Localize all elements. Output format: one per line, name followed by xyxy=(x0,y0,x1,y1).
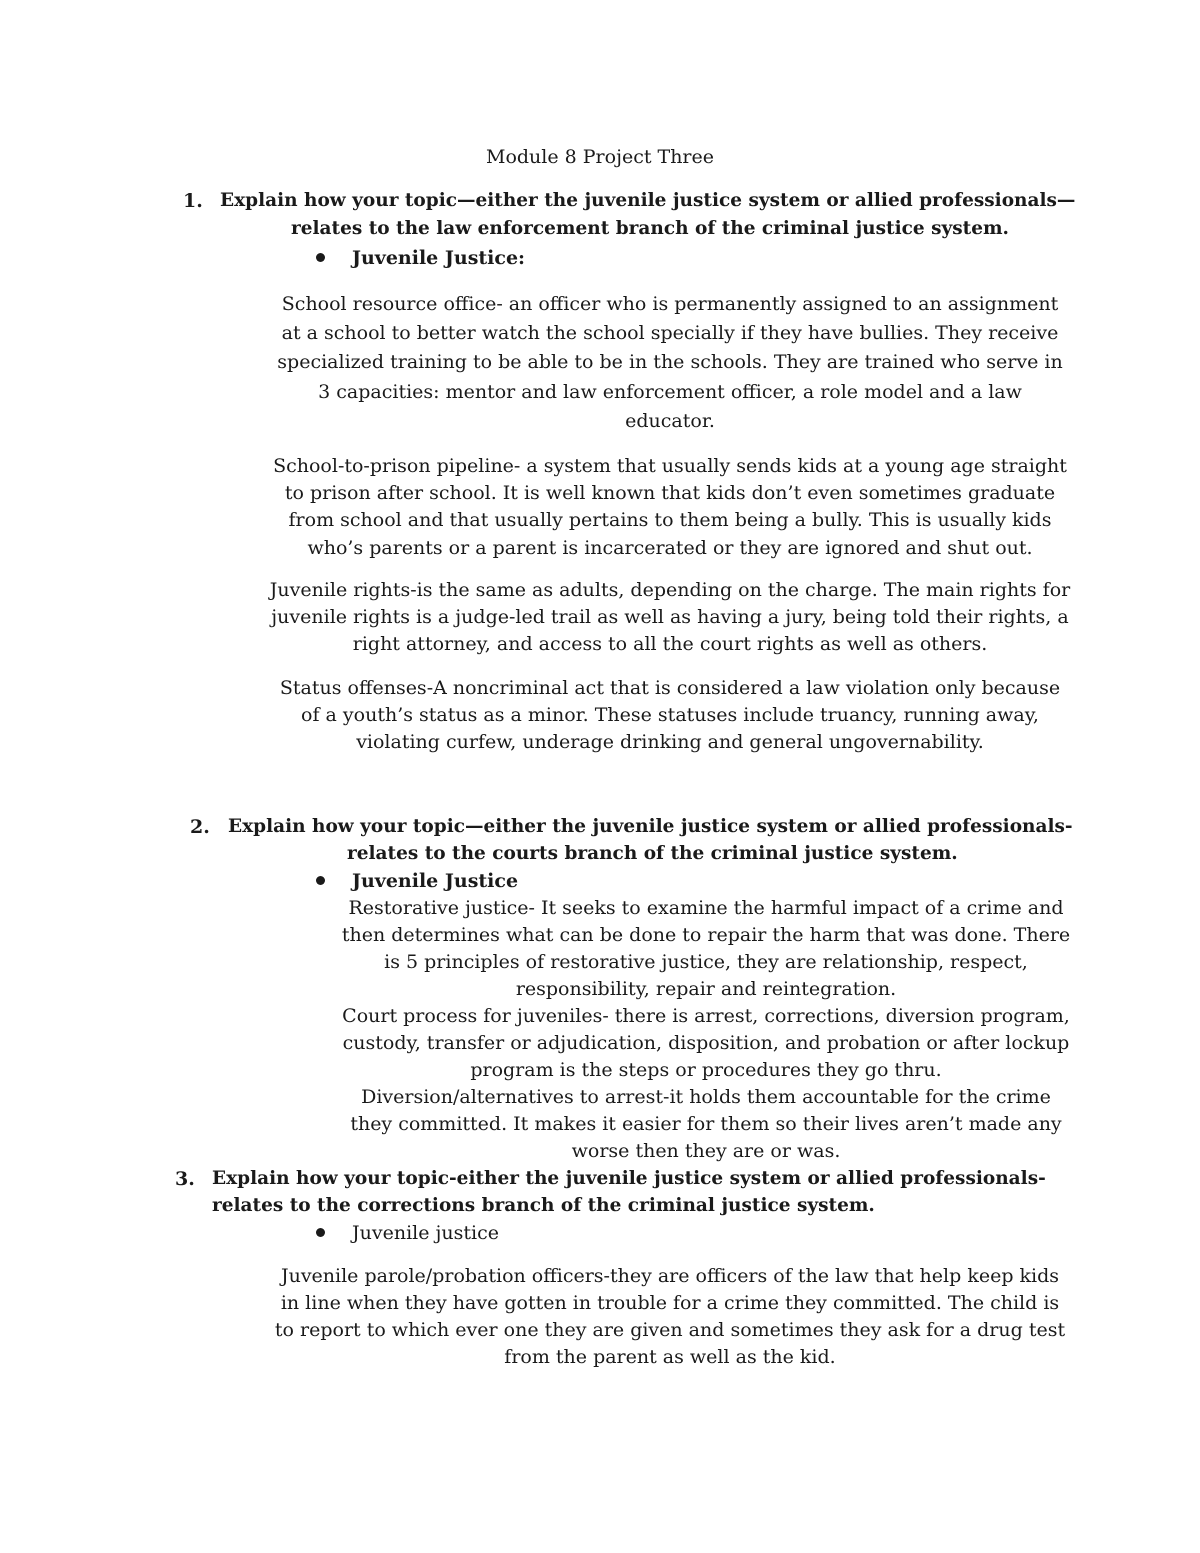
paragraph-line: right attorney, and access to all the court rights as well as others. xyxy=(352,633,988,655)
question-2-line-2: relates to the courts branch of the criminal justice system. xyxy=(347,843,958,864)
question-3-line-2: relates to the corrections branch of the criminal justice system. xyxy=(212,1195,875,1216)
question-1-bullet-label: Juvenile Justice: xyxy=(352,247,526,269)
paragraph-line: then determines what can be done to repair the harm that was done. There xyxy=(341,924,1071,946)
paragraph-line: School-to-prison pipeline- a system that usually sends kids at a young age straight xyxy=(273,455,1067,477)
paragraph-line: responsibility, repair and reintegration. xyxy=(515,978,897,1000)
question-1-line-2: relates to the law enforcement branch of the criminal justice system. xyxy=(291,218,1009,239)
paragraph-line: educator. xyxy=(625,410,715,432)
paragraph-line: School resource office- an officer who is permanently assigned to an assignment xyxy=(281,293,1059,315)
paragraph-line: specialized training to be able to be in the schools. They are trained who serve in xyxy=(277,351,1063,373)
paragraph-line: who’s parents or a parent is incarcerated or they are ignored and shut out. xyxy=(307,537,1033,559)
question-3-bullet-label: Juvenile justice xyxy=(352,1222,499,1244)
question-2-bullet-label: Juvenile Justice xyxy=(352,870,519,892)
page-title: Module 8 Project Three xyxy=(485,146,715,168)
paragraph-line: 3 capacities: mentor and law enforcement officer, a role model and a law xyxy=(318,381,1022,403)
question-1-line-1: Explain how your topic—either the juvenile justice system or allied professionals— xyxy=(220,190,1076,211)
paragraph-line: juvenile rights is a judge-led trail as well as having a jury, being told their rights, a xyxy=(271,606,1069,628)
paragraph-line: of a youth’s status as a minor. These statuses include truancy, running away, xyxy=(301,704,1039,726)
paragraph-line: Court process for juveniles- there is arrest, corrections, diversion program, xyxy=(342,1005,1070,1027)
bullet-icon xyxy=(316,876,325,885)
paragraph-line: they committed. It makes it easier for them so their lives aren’t made any xyxy=(350,1113,1062,1135)
bullet-icon xyxy=(316,253,325,262)
paragraph-line: to report to which ever one they are given and sometimes they ask for a drug test xyxy=(274,1319,1066,1341)
question-2-number: 2. xyxy=(190,816,210,838)
paragraph-line: in line when they have gotten in trouble for a crime they committed. The child is xyxy=(280,1292,1060,1314)
paragraph-line: Diversion/alternatives to arrest-it holds them accountable for the crime xyxy=(361,1086,1051,1108)
paragraph-line: from school and that usually pertains to them being a bully. This is usually kids xyxy=(288,509,1052,531)
paragraph-line: from the parent as well as the kid. xyxy=(504,1346,836,1368)
paragraph-line: to prison after school. It is well known that kids don’t even sometimes graduate xyxy=(284,482,1056,504)
paragraph-line: is 5 principles of restorative justice, they are relationship, respect, xyxy=(384,951,1028,973)
question-2-line-1: Explain how your topic—either the juvenile justice system or allied professionals- xyxy=(228,816,1073,837)
paragraph-line: worse then they are or was. xyxy=(571,1140,841,1162)
paragraph-line: program is the steps or procedures they go thru. xyxy=(470,1059,942,1081)
paragraph-line: custody, transfer or adjudication, disposition, and probation or after lockup xyxy=(342,1032,1070,1054)
question-3-line-1: Explain how your topic-either the juvenile justice system or allied professionals- xyxy=(212,1168,1046,1189)
paragraph-line: Juvenile rights-is the same as adults, depending on the charge. The main rights for xyxy=(269,579,1071,601)
paragraph-line: Restorative justice- It seeks to examine the harmful impact of a crime and xyxy=(348,897,1064,919)
paragraph-line: violating curfew, underage drinking and general ungovernability. xyxy=(356,731,984,753)
paragraph-line: Status offenses-A noncriminal act that is considered a law violation only because xyxy=(279,677,1061,699)
bullet-icon xyxy=(316,1228,325,1237)
question-3-number: 3. xyxy=(175,1168,195,1190)
paragraph-line: Juvenile parole/probation officers-they are officers of the law that help keep kids xyxy=(280,1265,1060,1287)
paragraph-line: at a school to better watch the school specially if they have bullies. They receive xyxy=(281,322,1059,344)
question-1-number: 1. xyxy=(183,190,203,212)
